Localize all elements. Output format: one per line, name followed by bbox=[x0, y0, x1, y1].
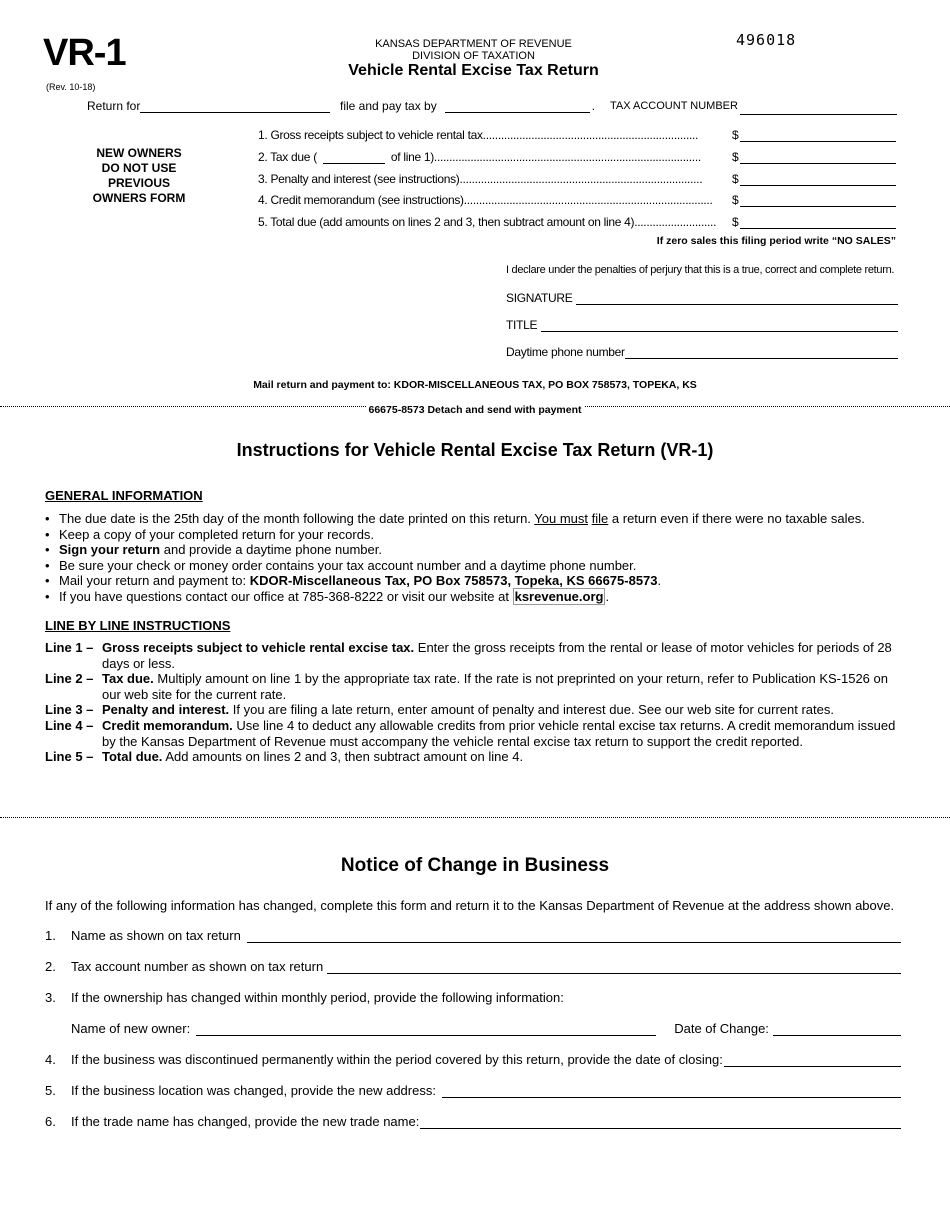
tax-account-field[interactable] bbox=[740, 102, 897, 115]
closing-date-field[interactable] bbox=[724, 1053, 901, 1067]
no-sales-note: If zero sales this filing period write “NO SALES” bbox=[656, 235, 896, 247]
form-id: VR-1 bbox=[43, 32, 126, 74]
line-instructions bbox=[45, 640, 907, 765]
notice-item-2: 2. Tax account number as shown on tax return bbox=[45, 959, 901, 974]
line-3-amount[interactable] bbox=[740, 173, 896, 186]
name-field[interactable] bbox=[247, 929, 901, 943]
line-instruction-4: Line 4 – Credit memorandum. Use line 4 to deduct any allowable credits from prior vehicle rental excise tax returns. A credit memorandum issued by the Kansas Department of Revenue must accompany the vehicle rental excise tax return to support the credit reported. bbox=[45, 717, 896, 749]
notice-item-5: 5. If the business location was changed, provide the new address: bbox=[45, 1083, 901, 1098]
mail-to: Mail return and payment to: KDOR-MISCELLANEOUS TAX, PO BOX 758573, TOPEKA, KS bbox=[253, 379, 697, 391]
tax-account-row bbox=[610, 100, 738, 112]
list-item: • The due date is the 25th day of the month following the date printed on this return. You must file a return even if there were no taxable sales. bbox=[45, 511, 915, 527]
dollar-sign: $ bbox=[732, 128, 739, 142]
line-instruction-2: Line 2 – Tax due. Multiply amount on line 1 by the appropriate tax rate. If the rate is not preprinted on your return, refer to Publication KS-1526 on our web site for the current rate. bbox=[45, 671, 888, 702]
notice-item-3: 3. If the ownership has changed within monthly period, provide the following information: bbox=[45, 990, 564, 1005]
list-item: • Mail your return and payment to: KDOR-Miscellaneous Tax, PO Box 758573, Topeka, KS 66675-8573. bbox=[45, 573, 915, 589]
title-field[interactable] bbox=[541, 318, 898, 332]
new-owner-field[interactable] bbox=[196, 1022, 656, 1036]
account-number-field[interactable] bbox=[327, 960, 901, 974]
line-instruction-1: Line 1 – Gross receipts subject to vehicle rental excise tax. Enter the gross receipts from the rental or lease of motor vehicles for periods of 28 days or less. bbox=[45, 640, 892, 671]
signature-field[interactable] bbox=[576, 291, 898, 305]
line-2-amount[interactable] bbox=[740, 151, 896, 164]
form-code: 496018 bbox=[736, 31, 797, 49]
agency: KANSAS DEPARTMENT OF REVENUE bbox=[375, 38, 572, 50]
new-owners-notice: NEW OWNERS DO NOT USE PREVIOUS OWNERS FORM bbox=[92, 146, 186, 205]
title-label: TITLE bbox=[506, 318, 538, 332]
phone-label: Daytime phone number bbox=[506, 345, 625, 359]
due-date-field[interactable] bbox=[445, 100, 590, 113]
new-trade-name-field[interactable] bbox=[420, 1115, 901, 1129]
date-of-change-label: Date of Change: bbox=[674, 1021, 769, 1036]
page-title: Vehicle Rental Excise Tax Return bbox=[348, 62, 599, 79]
detach-wrap bbox=[0, 400, 950, 418]
line-instruction-3: Line 3 – Penalty and interest. If you are filing a late return, enter amount of penalty and interest due. See our web site for current rates. bbox=[45, 702, 834, 718]
dollar-sign: $ bbox=[732, 193, 739, 207]
instructions-title: Instructions for Vehicle Rental Excise Tax Return (VR-1) bbox=[236, 440, 714, 460]
file-and-pay-label: file and pay tax by bbox=[340, 99, 437, 113]
list-item: • If you have questions contact our office at 785-368-8222 or visit our website at ksrevenue.org . bbox=[45, 589, 915, 605]
line-4-amount[interactable] bbox=[740, 194, 896, 207]
line-instruction-5: Line 5 – Total due. Add amounts on lines 2 and 3, then subtract amount on line 4. bbox=[45, 749, 524, 765]
line-3-label: 3. Penalty and interest (see instructions)................................................................................ bbox=[258, 172, 703, 186]
list-item: • Be sure your check or money order contains your tax account number and a daytime phone number. bbox=[45, 558, 915, 574]
notice-title: Notice of Change in Business bbox=[340, 855, 610, 876]
phone-field[interactable] bbox=[625, 345, 898, 359]
declaration-statement: I declare under the penalties of perjury that this is a true, correct and complete return. bbox=[506, 264, 895, 276]
title-row bbox=[506, 318, 898, 332]
date-of-change-field[interactable] bbox=[773, 1022, 901, 1036]
return-for-row bbox=[87, 99, 330, 113]
line-1-amount[interactable] bbox=[740, 129, 896, 142]
section-divider bbox=[0, 817, 950, 818]
tax-rate-field[interactable] bbox=[323, 151, 385, 164]
new-owner-row bbox=[71, 1021, 901, 1036]
list-item: • Sign your return and provide a daytime phone number. bbox=[45, 542, 915, 558]
tax-account-label: TAX ACCOUNT NUMBER bbox=[610, 100, 738, 112]
line-instructions-heading: LINE BY LINE INSTRUCTIONS bbox=[45, 618, 231, 633]
list-item: • Keep a copy of your completed return for your records. bbox=[45, 527, 915, 543]
new-address-field[interactable] bbox=[442, 1084, 901, 1098]
return-for-label: Return for bbox=[87, 99, 141, 113]
notice-intro: If any of the following information has changed, complete this form and return it to the Kansas Department of Revenue at the address shown above. bbox=[45, 898, 895, 913]
line-5-amount[interactable] bbox=[740, 216, 896, 229]
line-2-label: 2. Tax due ( of line 1)........................................................................................ bbox=[258, 150, 701, 164]
line-5-label: 5. Total due (add amounts on lines 2 and 3, then subtract amount on line 4)........................... bbox=[258, 215, 717, 229]
new-owner-label: Name of new owner: bbox=[71, 1021, 191, 1036]
general-info-list bbox=[45, 511, 915, 605]
signature-label: SIGNATURE bbox=[506, 291, 573, 305]
signature-row bbox=[506, 291, 898, 305]
notice-item-6: 6. If the trade name has changed, provide the new trade name: bbox=[45, 1114, 901, 1129]
return-for-field[interactable] bbox=[140, 100, 330, 113]
dollar-sign: $ bbox=[732, 150, 739, 164]
revision: (Rev. 10-18) bbox=[46, 82, 96, 92]
website-link[interactable]: ksrevenue.org bbox=[514, 588, 604, 604]
line-4-label: 4. Credit memorandum (see instructions).................................................................................. bbox=[258, 193, 713, 207]
phone-row bbox=[506, 345, 898, 359]
general-info-heading: GENERAL INFORMATION bbox=[45, 488, 203, 503]
notice-item-1: 1. Name as shown on tax return bbox=[45, 928, 901, 943]
detach-text: 66675-8573 Detach and send with payment bbox=[368, 404, 582, 416]
dollar-sign: $ bbox=[732, 215, 739, 229]
division: DIVISION OF TAXATION bbox=[412, 50, 535, 62]
file-and-pay-row: file and pay tax by . bbox=[340, 99, 596, 113]
notice-item-4: 4. If the business was discontinued permanently within the period covered by this return, provide the date of closing: bbox=[45, 1052, 901, 1067]
dollar-sign: $ bbox=[732, 172, 739, 186]
line-1-label: 1. Gross receipts subject to vehicle rental tax....................................................................... bbox=[258, 128, 699, 142]
